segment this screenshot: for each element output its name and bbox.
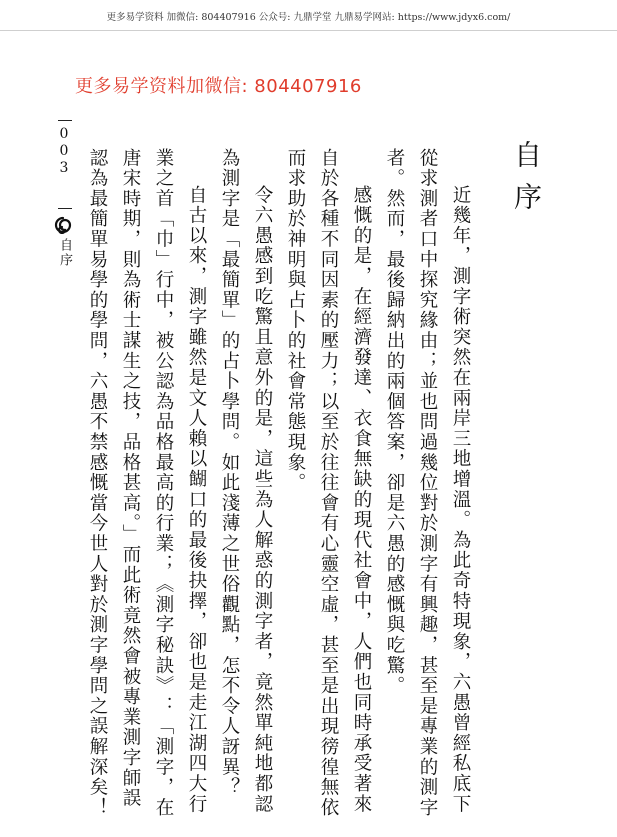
paragraph-1: 近幾年，測字術突然在兩岸三地增溫。為此奇特現象，六愚曾經私底下從求測者口中探究緣由；並也問過幾位對於測字有興趣，甚至是專業的測字者。然而，最後歸納出的兩個答案，卻是六愚的感慨與吃驚。 (384, 148, 471, 818)
paragraph-2: 感慨的是，在經濟發達、衣食無缺的現代社會中，人們也同時承受著來自於各種不同因素的壓力；以至於往往會有心靈空虛，甚至是出現徬徨無依而求助於神明與占卜的社會常態現象。 (285, 148, 372, 818)
margin-strip (48, 120, 76, 290)
top-info-text: 更多易学资料 加微信: 804407916 公众号: 九鼎学堂 九鼎易学网站: https://www.jdyx6.com/ (106, 12, 511, 23)
margin-rule-top (58, 120, 72, 121)
watermark-text: 更多易学资料加微信: 804407916 (75, 76, 362, 97)
swirl-ornament-icon (54, 216, 72, 234)
chapter-title: 自序 (510, 140, 543, 224)
body-text (81, 148, 477, 828)
section-label: 自序 (57, 238, 72, 268)
margin-rule-bottom (58, 208, 72, 209)
paragraph-4: 自古以來，測字雖然是文人賴以餬口的最後抉擇，卻也是走江湖四大行業之首「巾」行中，被公認為品格最高的行業；《測字秘訣》：「測字，在唐宋時期，則為術士謀生之技，品格甚高。」而此術竟然會被專業測字師誤認為最簡單易學的學問，六愚不禁感慨當今世人對於測字學問之誤解深矣！ (87, 148, 207, 818)
top-info-bar (0, 0, 617, 31)
page-number: 003 (56, 126, 72, 177)
paragraph-3: 令六愚感到吃驚且意外的是，這些為人解惑的測字者，竟然單純地都認為測字是「最簡單」的占卜學問。如此淺薄之世俗觀點，怎不令人訝異？ (219, 148, 273, 815)
